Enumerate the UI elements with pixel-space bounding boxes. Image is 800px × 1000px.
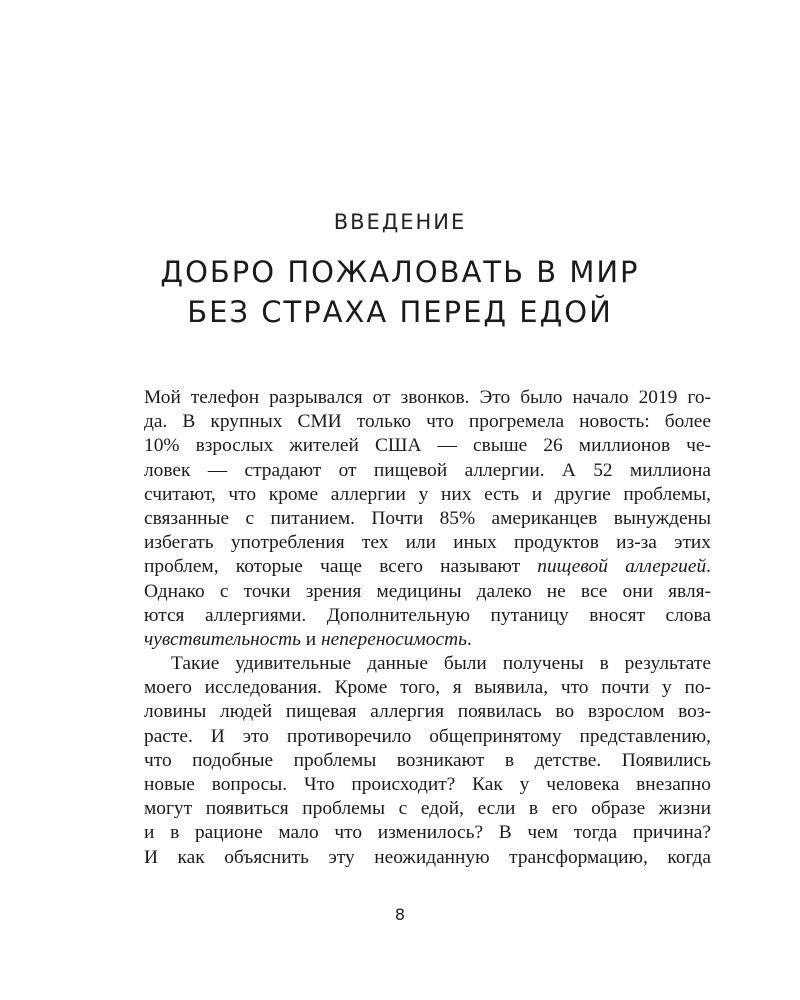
text-segment: . <box>466 628 472 650</box>
paragraph-2 <box>144 652 711 870</box>
italic-term: непереносимость <box>320 628 467 650</box>
chapter-title-line-1: ДОБРО ПОЖАЛОВАТЬ В МИР <box>160 255 640 289</box>
chapter-title <box>0 252 800 332</box>
text-line: что подобные проблемы возникают в детстве. Появились <box>144 749 711 771</box>
text-line: связанные с питанием. Почти 85% американцев вынуждены <box>144 507 711 529</box>
text-line: избегать употребления тех или иных продуктов из-за этих <box>144 532 711 554</box>
text-line: ловины людей пищевая аллергия появилась во взрослом воз- <box>144 701 711 723</box>
text-line: могут появиться проблемы с едой, если в его образе жизни <box>144 798 711 820</box>
text-line: Мой телефон разрывался от звонков. Это было начало 2019 го- <box>144 387 711 408</box>
text-line: считают, что кроме аллергии у них есть и другие проблемы, <box>144 483 711 505</box>
text-line: новые вопросы. Что происходит? Как у человека внезапно <box>144 774 711 795</box>
text-line: расте. И это противоречило общепринятому представлению, <box>144 725 711 747</box>
text-segment: проблем, которые чаще всего называют <box>144 556 538 578</box>
text-line: Однако с точки зрения медицины далеко не все они явля- <box>144 580 711 602</box>
text-line <box>144 628 711 652</box>
text-line: И как объяснить эту неожиданную трансформацию, когда <box>144 846 711 868</box>
text-line: да. В крупных СМИ только что прогремела новость: более <box>144 411 711 433</box>
text-segment: . <box>706 556 711 578</box>
text-line: Такие удивительные данные были получены в результате <box>171 653 711 675</box>
text-line <box>144 555 711 579</box>
text-segment: и <box>300 628 321 650</box>
italic-term: чувствительность <box>144 628 301 650</box>
text-line: ются аллергиями. Дополнительную путаницу вносят слова <box>144 604 711 626</box>
text-line: 10% взрослых жителей США — свыше 26 миллионов че- <box>144 435 711 457</box>
chapter-label: ВВЕДЕНИЕ <box>333 210 467 234</box>
body-text <box>144 386 711 870</box>
page-number: 8 <box>394 905 406 924</box>
italic-term: пищевой аллергией <box>537 556 707 578</box>
text-line: и в рационе мало что изменилось? В чем тогда причина? <box>144 822 711 844</box>
text-line: ловек — страдают от пищевой аллергии. А 52 миллиона <box>144 459 711 481</box>
chapter-title-line-2: БЕЗ СТРАХА ПЕРЕД ЕДОЙ <box>187 295 613 329</box>
paragraph-1 <box>144 386 711 652</box>
text-line: моего исследования. Кроме того, я выявила, что почти у по- <box>144 677 711 699</box>
